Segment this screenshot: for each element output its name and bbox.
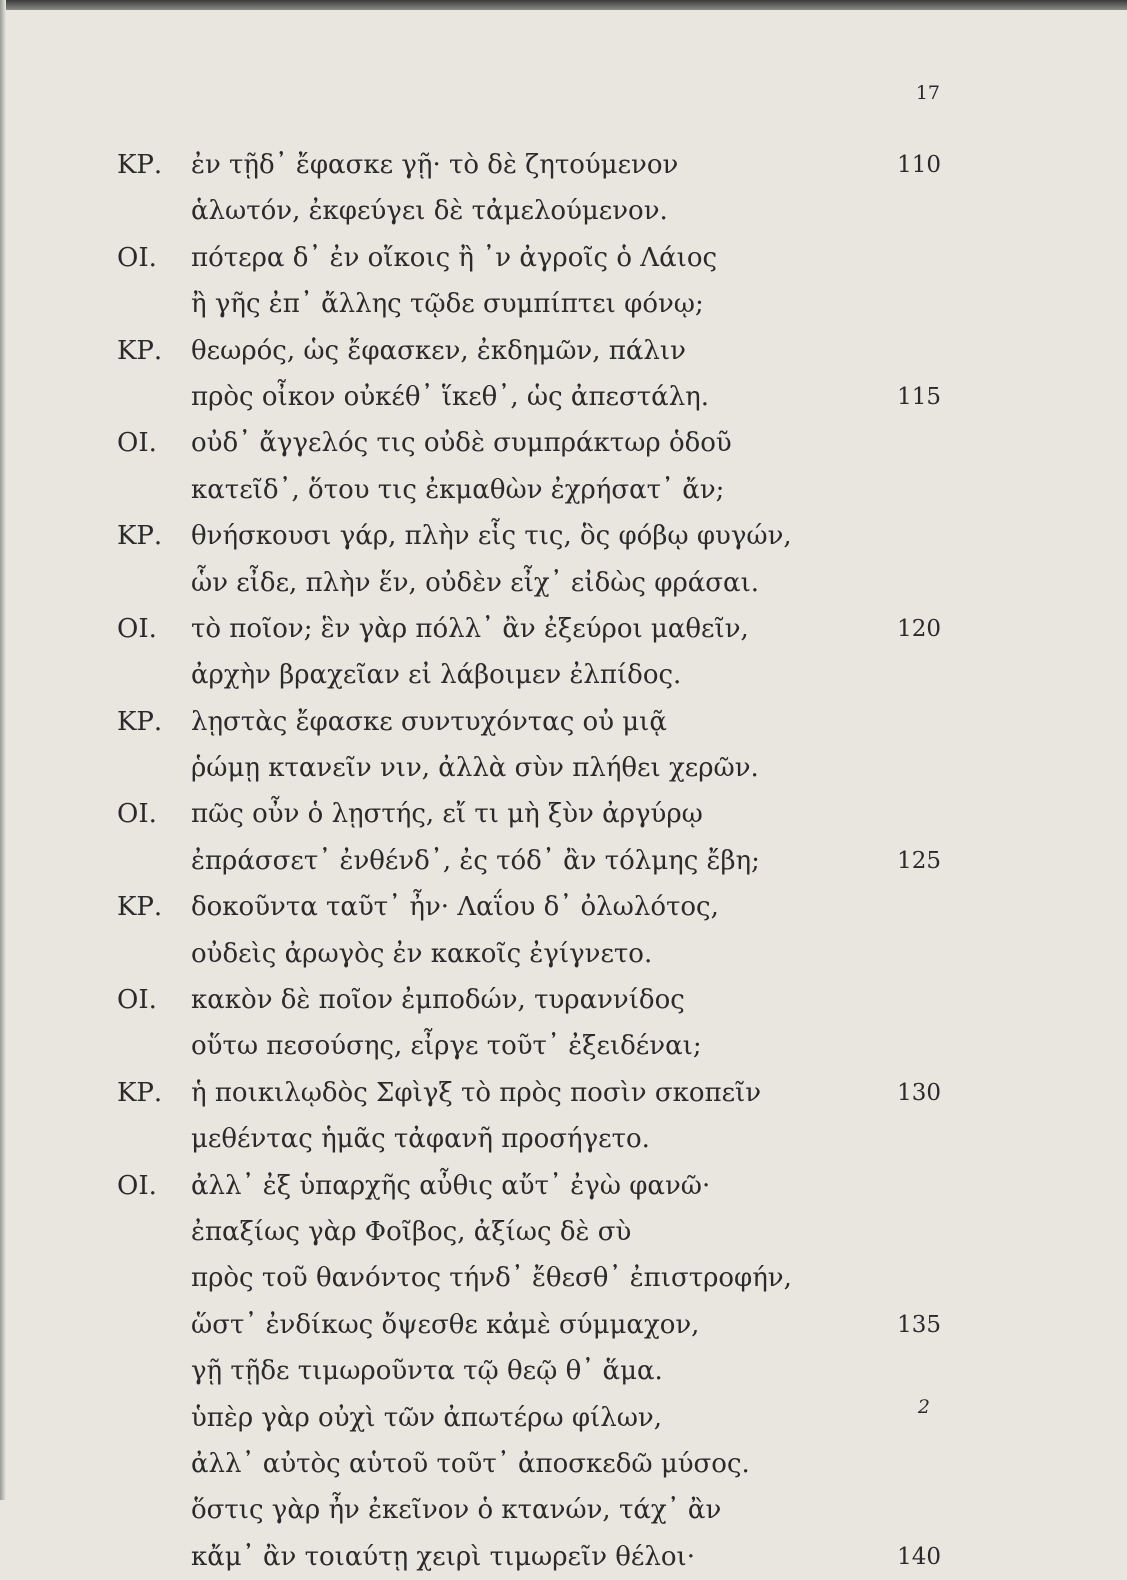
verse-text: ἁλωτόν, ἐκφεύγει δὲ τἀμελούμενον. xyxy=(191,196,668,227)
verse-line xyxy=(0,1209,1127,1255)
speaker-label: ΟΙ. xyxy=(117,1170,157,1201)
verse-text: πρὸς τοῦ θανόντος τήνδ᾽ ἔθεσθ᾽ ἐπιστροφήν, xyxy=(191,1263,792,1294)
verse-line xyxy=(0,977,1127,1023)
verse-line xyxy=(0,1441,1127,1487)
verse-text: ἀλλ᾽ ἐξ ὑπαρχῆς αὖθις αὔτ᾽ ἐγὼ φανῶ· xyxy=(191,1170,711,1201)
line-number: 135 xyxy=(897,1311,941,1338)
speaker-label: ΟΙ. xyxy=(117,613,157,644)
verse-line xyxy=(0,606,1127,652)
verse-line xyxy=(0,188,1127,234)
verse-line xyxy=(0,699,1127,745)
verse-line xyxy=(0,1302,1127,1348)
verse-text: δοκοῦντα ταῦτ᾽ ἦν· Λαΐου δ᾽ ὀλωλότος, xyxy=(191,892,719,923)
speaker-label: ΚΡ. xyxy=(117,521,163,552)
page-number: 17 xyxy=(915,82,940,104)
verse-text: ἀλλ᾽ αὐτὸς αὑτοῦ τοῦτ᾽ ἀποσκεδῶ μύσος. xyxy=(191,1448,750,1479)
verse-text: ῥώμῃ κτανεῖν νιν, ἀλλὰ σὺν πλήθει χερῶν. xyxy=(191,753,759,784)
speaker-label: ΟΙ. xyxy=(117,985,157,1016)
speaker-label: ΟΙ. xyxy=(117,242,157,273)
line-number: 110 xyxy=(897,152,941,178)
verse-text: λῃστὰς ἔφασκε συντυχόντας οὐ μιᾷ xyxy=(191,706,667,737)
verse-text: οὐδεὶς ἀρωγὸς ἐν κακοῖς ἐγίγνετο. xyxy=(191,938,653,969)
verse-line xyxy=(0,235,1127,281)
verse-line xyxy=(0,1534,1127,1580)
verse-text: θνήσκουσι γάρ, πλὴν εἷς τις, ὃς φόβῳ φυγών, xyxy=(191,521,792,552)
verse-text: ἐπράσσετ᾽ ἐνθένδ᾽, ἐς τόδ᾽ ἂν τόλμης ἔβη; xyxy=(191,845,760,876)
speaker-label: ΟΙ. xyxy=(117,799,157,830)
verse-text: κακὸν δὲ ποῖον ἐμποδών, τυραννίδος xyxy=(191,985,685,1016)
verse-line xyxy=(0,560,1127,606)
speaker-label: ΚΡ. xyxy=(117,335,163,366)
verse-line xyxy=(0,1348,1127,1394)
verse-text: ὑπὲρ γὰρ οὐχὶ τῶν ἀπωτέρω φίλων, xyxy=(191,1402,662,1433)
verse-line xyxy=(0,884,1127,930)
line-number: 115 xyxy=(897,383,941,410)
verse-line xyxy=(0,281,1127,327)
verse-text: θεωρός, ὡς ἔφασκεν, ἐκδημῶν, πάλιν xyxy=(191,335,686,366)
verse-line xyxy=(0,931,1127,977)
verse-line xyxy=(0,1163,1127,1209)
speaker-label: ΚΡ. xyxy=(117,706,163,737)
verse-text: ὧν εἶδε, πλὴν ἕν, οὐδὲν εἶχ᾽ εἰδὼς φράσαι. xyxy=(191,567,760,598)
verse-line xyxy=(0,374,1127,420)
verse-text: πότερα δ᾽ ἐν οἴκοις ἢ ᾽ν ἀγροῖς ὁ Λάιος xyxy=(191,242,718,273)
verse-text: ἀρχὴν βραχεῖαν εἰ λάβοιμεν ἐλπίδος. xyxy=(191,660,682,691)
verse-line xyxy=(0,1487,1127,1533)
verse-line xyxy=(0,142,1127,188)
verse-line xyxy=(0,1255,1127,1301)
verse-text: μεθέντας ἡμᾶς τἀφανῆ προσήγετο. xyxy=(191,1124,650,1155)
verse-line xyxy=(0,791,1127,837)
speaker-label: ΚΡ. xyxy=(117,892,163,923)
signature-mark: 2 xyxy=(917,1396,930,1418)
verse-line xyxy=(0,1116,1127,1162)
verse-text: ἡ ποικιλῳδὸς Σφὶγξ τὸ πρὸς ποσὶν σκοπεῖν xyxy=(191,1077,762,1108)
verse-text: πῶς οὖν ὁ λῃστής, εἴ τι μὴ ξὺν ἀργύρῳ xyxy=(191,799,703,830)
verse-line xyxy=(0,1070,1127,1116)
verse-line xyxy=(0,420,1127,466)
verse-text: πρὸς οἶκον οὐκέθ᾽ ἵκεθ᾽, ὡς ἀπεστάλη. xyxy=(191,381,710,412)
line-number: 125 xyxy=(897,847,941,874)
verse-text: κατεῖδ᾽, ὅτου τις ἐκμαθὼν ἐχρήσατ᾽ ἄν; xyxy=(191,474,725,505)
verse-text: ἐπαξίως γὰρ Φοῖβος, ἀξίως δὲ σὺ xyxy=(191,1216,632,1247)
speaker-label: ΟΙ. xyxy=(117,428,157,459)
verse-text: ὥστ᾽ ἐνδίκως ὄψεσθε κἀμὲ σύμμαχον, xyxy=(191,1309,700,1340)
verse-text: ἐν τῇδ᾽ ἔφασκε γῇ· τὸ δὲ ζητούμενον xyxy=(191,150,679,180)
line-number: 140 xyxy=(897,1543,941,1570)
verse-text: ἢ γῆς ἐπ᾽ ἄλλης τῷδε συμπίπτει φόνῳ; xyxy=(191,289,704,320)
verse-text: ὅστις γὰρ ἦν ἐκεῖνον ὁ κτανών, τάχ᾽ ἂν xyxy=(191,1495,722,1526)
speaker-label: ΚΡ. xyxy=(117,1077,163,1108)
verse-block xyxy=(0,142,1127,1580)
verse-line xyxy=(0,513,1127,559)
verse-text: κἄμ᾽ ἂν τοιαύτῃ χειρὶ τιμωρεῖν θέλοι· xyxy=(191,1541,695,1572)
verse-line xyxy=(0,1395,1127,1441)
verse-line xyxy=(0,328,1127,374)
line-number: 120 xyxy=(897,615,941,642)
verse-text: οὕτω πεσούσης, εἶργε τοῦτ᾽ ἐξειδέναι; xyxy=(191,1031,702,1062)
verse-line xyxy=(0,1023,1127,1069)
verse-line xyxy=(0,467,1127,513)
verse-text: οὐδ᾽ ἄγγελός τις οὐδὲ συμπράκτωρ ὁδοῦ xyxy=(191,428,732,459)
speaker-label: ΚΡ. xyxy=(117,150,163,180)
verse-line xyxy=(0,745,1127,791)
verse-text: γῇ τῇδε τιμωροῦντα τῷ θεῷ θ᾽ ἅμα. xyxy=(191,1356,663,1387)
verse-line xyxy=(0,838,1127,884)
page-top-edge xyxy=(0,0,1127,10)
verse-text: τὸ ποῖον; ἓν γὰρ πόλλ᾽ ἂν ἐξεύροι μαθεῖν, xyxy=(191,613,749,644)
verse-line xyxy=(0,652,1127,698)
line-number: 130 xyxy=(897,1079,941,1106)
